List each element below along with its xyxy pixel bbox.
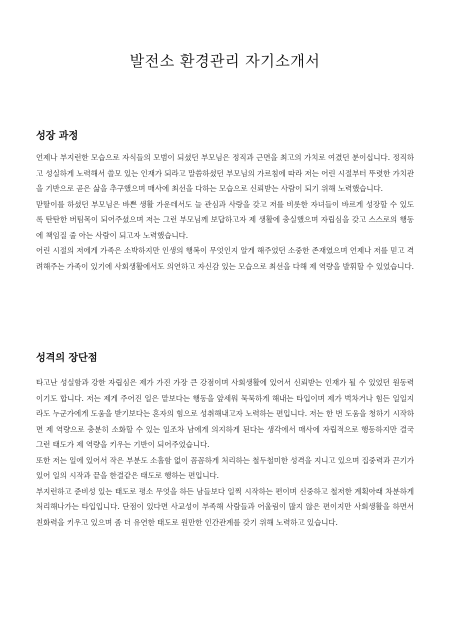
document-title: 발전소 환경관리 자기소개서 <box>129 52 321 70</box>
paragraph: 부지런하고 준비성 있는 태도로 평소 무엇을 하든 남들보다 일찍 시작하는 편이며 신중하고 철저한 계획아래 차분하게 처리해나가는 타입입니다. 단점이 있다면 사교성이 부족해 사람들과 어울림이 많지 않은 편이지만 사회생활을 하면서 친화력을 키우고 있으며 좀 더 유연한 태도로 원만한 인간관계를 갖기 위해 노력하고 있습니다. <box>36 486 414 527</box>
paragraph: 맏딸이를 하셨던 부모님은 바쁜 생활 가운데서도 늘 관심과 사랑을 갖고 저를 비롯한 자녀들이 바르게 성장할 수 있도록 탄탄한 버팀목이 되어주셨으며 저는 그런 부모님께 보답하고자 제 생활에 충실했으며 자립심을 갖고 스스로의 행동에 책임질 줄 아는 사람이 되고자 노력했습니다. <box>36 199 414 240</box>
section-body-growth <box>36 150 414 274</box>
section-body-personality <box>36 375 414 530</box>
section-heading-growth: 성장 과정 <box>36 131 79 142</box>
paragraph: 또한 저는 일에 있어서 작은 부분도 소홀함 없이 꼼꼼하게 처리하는 철두철미한 성격을 지니고 있으며 집중력과 끈기가 있어 일의 시작과 끝을 한결같은 태도로 행하는 편입니다. <box>36 455 414 480</box>
section-heading-personality: 성격의 장단점 <box>36 353 98 364</box>
paragraph: 타고난 성실함과 강한 자립심은 제가 가진 가장 큰 강점이며 사회생활에 있어서 신뢰받는 인재가 될 수 있었던 원동력이기도 합니다. 저는 제게 주어진 일은 맡보다는 행동을 앞세워 묵묵하게 해내는 타입이며 제가 벅차거나 힘든 일일지라도 누군가에게 도움을 받기보다는 혼자의 힘으로 성취해내고자 노력하는 편입니다. 저는 한 번 도움을 청하기 시작하면 제 역량으로 충분히 소화할 수 있는 일조차 남에게 의지하게 된다는 생각에서 매사에 자립적으로 행동하지만 결국 그런 태도가 제 역량을 키우는 기반이 되어주었습니다. <box>36 378 414 449</box>
paragraph: 어린 시절의 저에게 가족은 소박하지만 인생의 행복이 무엇인지 알게 해주었던 소중한 존재였으며 언제나 저를 믿고 격려해주는 가족이 있기에 사회생활에서도 의연하고 자신감 있는 모습으로 최선을 다해 제 역량을 발휘할 수 있었습니다. <box>36 246 414 271</box>
paragraph: 언제나 부지런한 모습으로 자식들의 모범이 되셨던 부모님은 정직과 근면을 최고의 가치로 여겼던 분이십니다. 정직하고 성실하게 노력해서 쓸모 있는 인재가 되라고 말씀하셨던 부모님의 가르침에 따라 저는 어린 시절부터 뚜렷한 가치관을 기반으로 곧은 삶을 추구했으며 매사에 최선을 다하는 모습으로 신뢰받는 사람이 되기 위해 노력했습니다. <box>36 153 414 193</box>
